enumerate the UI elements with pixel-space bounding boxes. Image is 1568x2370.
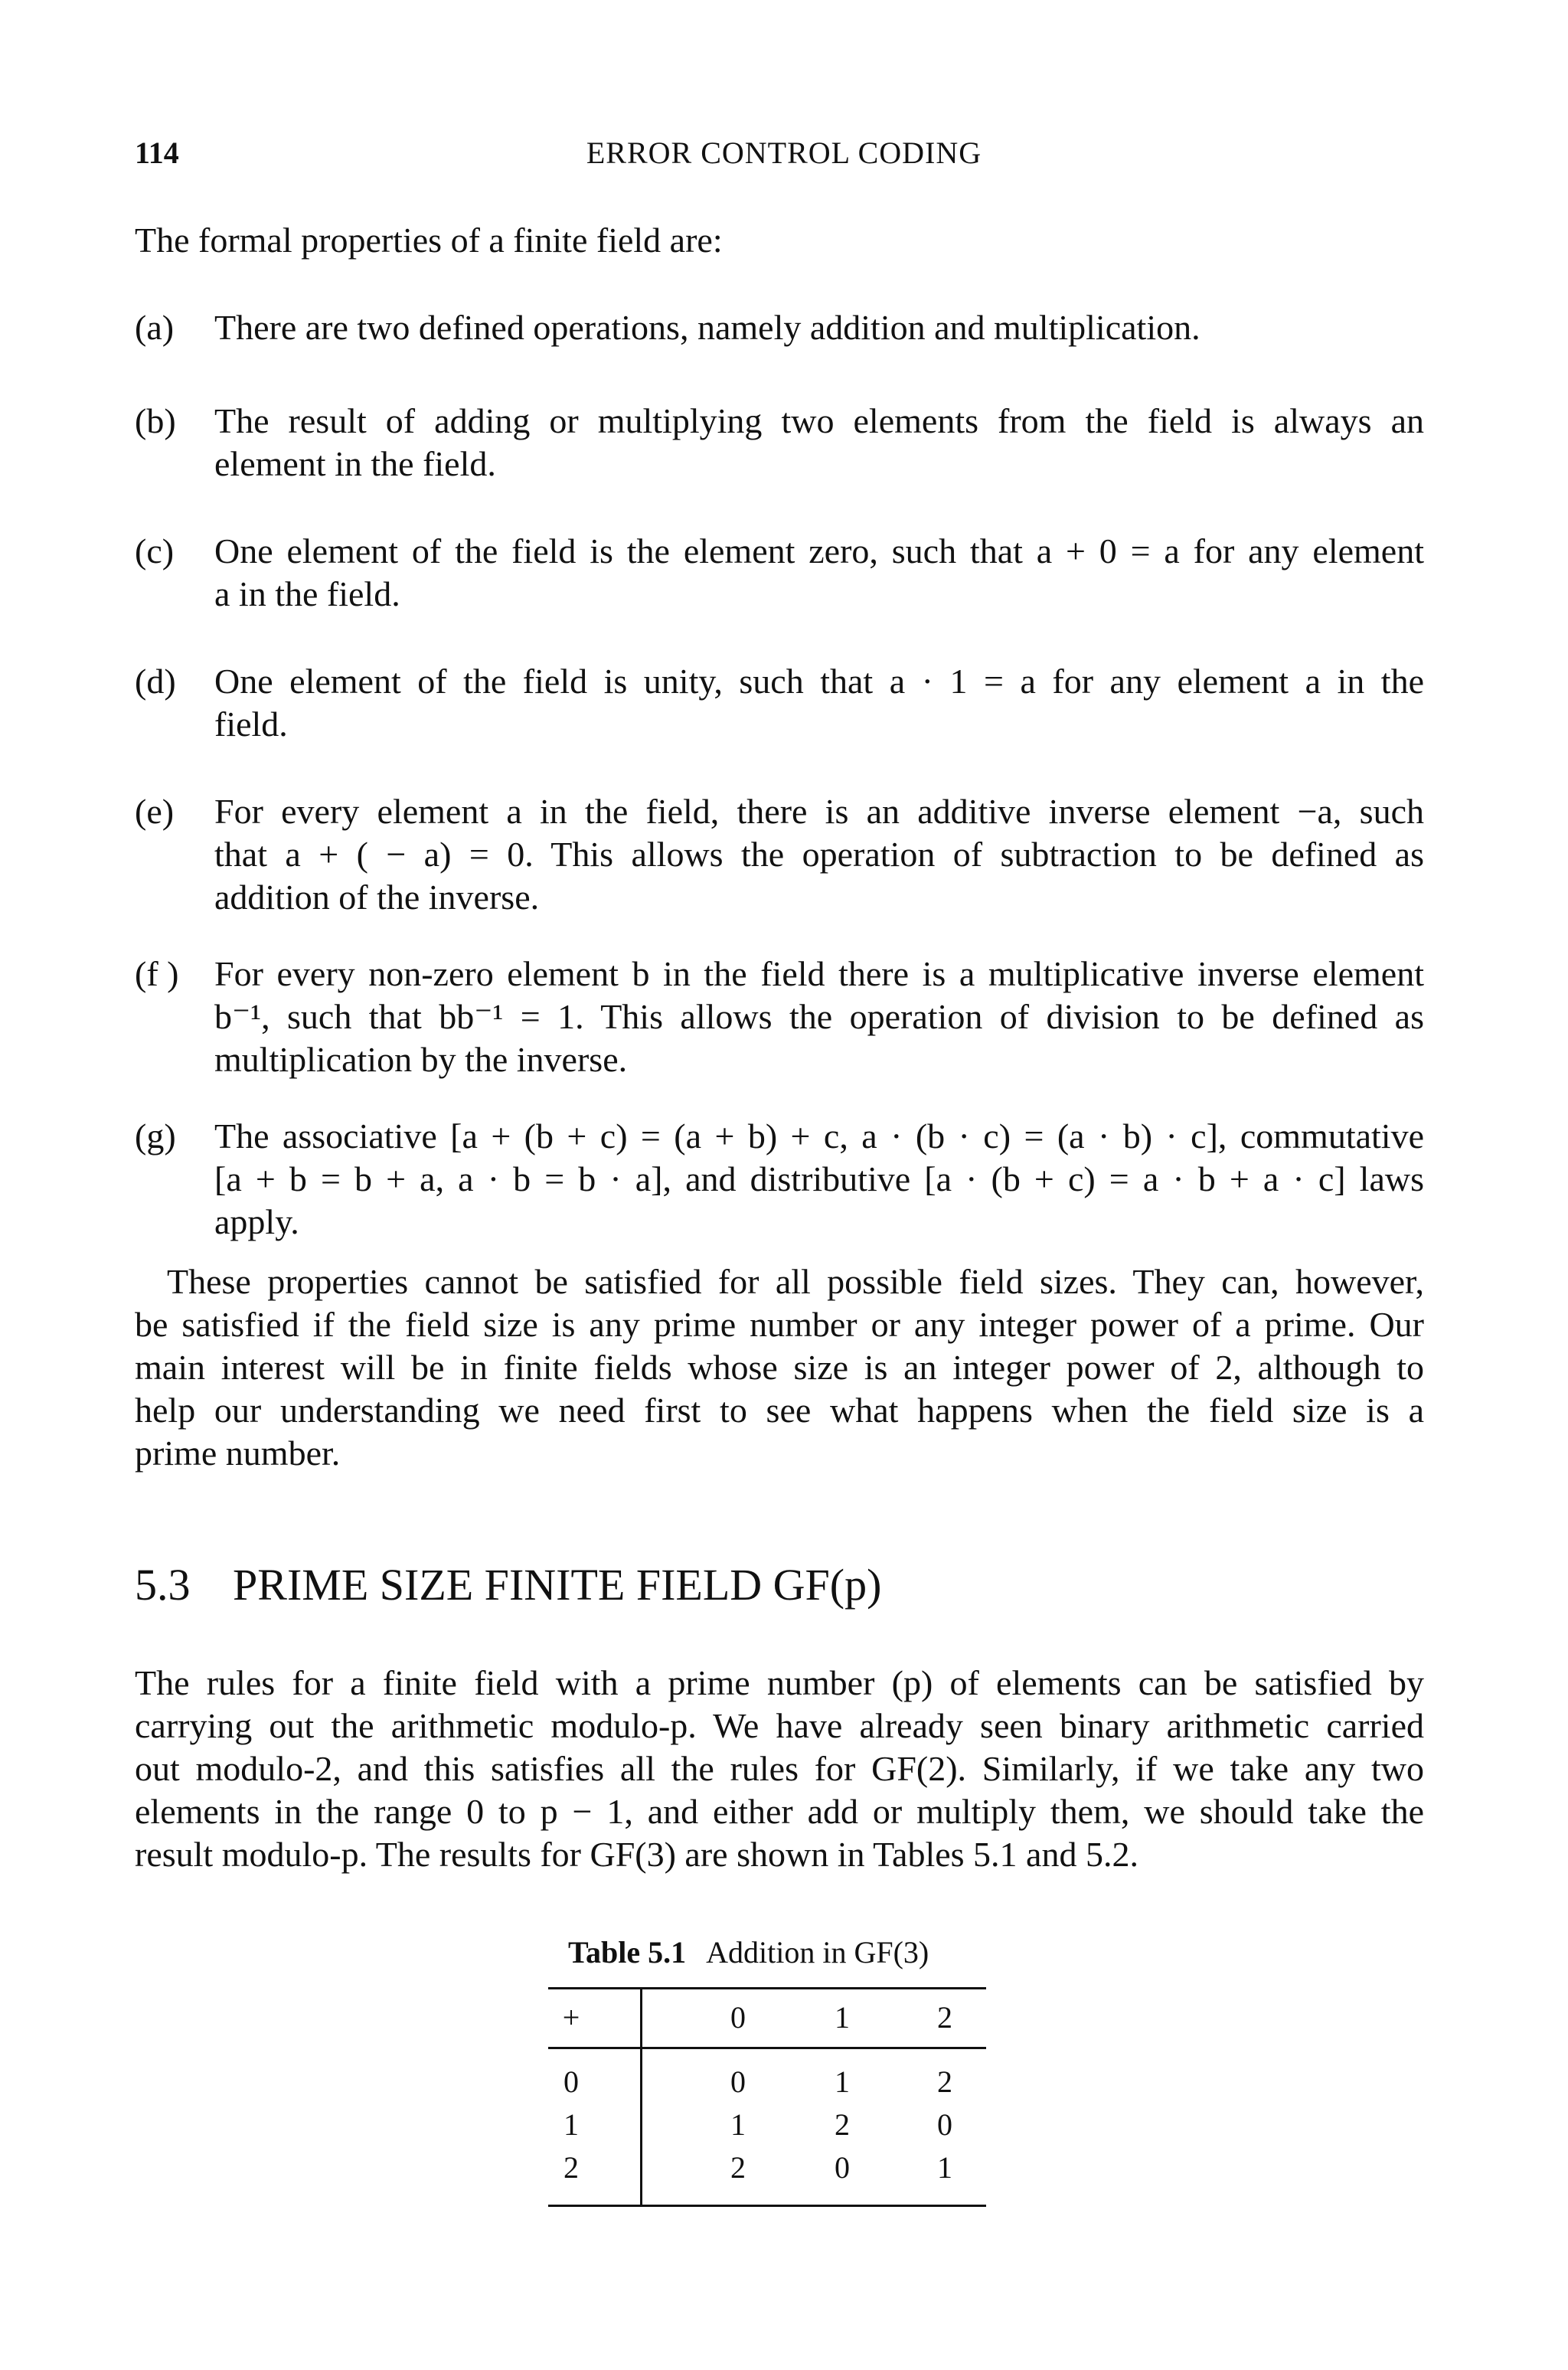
property-line: [a + b = b + a, a · b = b · a], and distributive [a · (b + c) = a · b + a · c] laws xyxy=(214,1159,1424,1198)
table-caption-text: Addition in GF(3) xyxy=(706,1935,929,1970)
property-item xyxy=(214,306,1424,349)
property-line: The result of adding or multiplying two elements from the field is always an xyxy=(214,401,1424,440)
table-header-rule xyxy=(548,2047,986,2049)
table-cell: 1 xyxy=(835,2064,850,2099)
table-row-header: 0 xyxy=(564,2064,579,2099)
property-line: For every non-zero element b in the field there is a multiplicative inverse element xyxy=(214,954,1424,993)
table-cell: 2 xyxy=(730,2150,746,2185)
table-caption xyxy=(568,1934,929,1972)
property-line: field. xyxy=(214,704,288,744)
table-cell: 0 xyxy=(937,2107,952,2142)
paragraph-line: be satisfied if the field size is any prime number or any integer power of a prime. Our xyxy=(135,1305,1424,1344)
table-cell: 2 xyxy=(835,2107,850,2142)
property-line: addition of the inverse. xyxy=(214,878,540,917)
property-line: multiplication by the inverse. xyxy=(214,1040,628,1079)
property-item xyxy=(214,660,1424,746)
section-number: 5.3 xyxy=(135,1560,191,1610)
paragraph-prime-field xyxy=(135,1662,1424,1876)
paragraph-line: result modulo-p. The results for GF(3) are shown in Tables 5.1 and 5.2. xyxy=(135,1835,1138,1874)
paragraph-line: carrying out the arithmetic modulo-p. We have already seen binary arithmetic carried xyxy=(135,1706,1424,1745)
paragraph-line: The rules for a finite field with a prime number (p) of elements can be satisfied by xyxy=(135,1663,1424,1702)
table-row-header: 2 xyxy=(564,2150,579,2185)
table-caption-label: Table 5.1 xyxy=(568,1935,687,1970)
property-item xyxy=(214,790,1424,919)
paragraph-line: out modulo-2, and this satisfies all the rules for GF(2). Similarly, if we take any two xyxy=(135,1749,1424,1788)
property-line: For every element a in the field, there is an additive inverse element −a, such xyxy=(214,792,1424,831)
paragraph-line: help our understanding we need first to see what happens when the field size is a xyxy=(135,1391,1424,1430)
paragraph-field-sizes xyxy=(135,1260,1424,1475)
property-item xyxy=(214,400,1424,485)
page-number: 114 xyxy=(135,136,179,170)
table-row-header: 1 xyxy=(564,2107,579,2142)
property-line: b⁻¹, such that bb⁻¹ = 1. This allows the operation of division to be defined as xyxy=(214,997,1424,1036)
intro-sentence: The formal properties of a finite field are: xyxy=(135,221,723,260)
property-item xyxy=(214,953,1424,1081)
property-label: (d) xyxy=(135,662,176,701)
property-label: (e) xyxy=(135,792,175,831)
property-label: (g) xyxy=(135,1116,176,1156)
property-line: There are two defined operations, namely addition and multiplication. xyxy=(214,308,1200,347)
table-cell: 1 xyxy=(730,2107,746,2142)
section-title: PRIME SIZE FINITE FIELD GF(p) xyxy=(233,1560,882,1610)
property-line: that a + ( − a) = 0. This allows the operation of subtraction to be defined as xyxy=(214,835,1424,874)
paragraph-line: elements in the range 0 to p − 1, and either add or multiply them, we should take the xyxy=(135,1792,1424,1831)
table-vertical-rule xyxy=(640,1987,642,2206)
paragraph-line: prime number. xyxy=(135,1433,341,1473)
table-bottom-rule xyxy=(548,2205,986,2207)
table-column-header: 1 xyxy=(835,2000,850,2035)
property-line: element in the field. xyxy=(214,444,496,483)
property-label: (c) xyxy=(135,531,175,570)
property-label: (b) xyxy=(135,401,176,440)
table-cell: 1 xyxy=(937,2150,952,2185)
property-line: apply. xyxy=(214,1202,299,1241)
table-column-header: 0 xyxy=(730,2000,746,2035)
running-head: ERROR CONTROL CODING xyxy=(586,136,982,170)
section-heading xyxy=(135,1558,881,1612)
table-cell: 0 xyxy=(835,2150,850,2185)
property-item xyxy=(214,1115,1424,1244)
property-line: One element of the field is the element zero, such that a + 0 = a for any element xyxy=(214,531,1424,570)
paragraph-line: These properties cannot be satisfied for all possible field sizes. They can, however, xyxy=(167,1262,1424,1301)
property-line: The associative [a + (b + c) = (a + b) + c, a · (b · c) = (a · b) · c], commutative xyxy=(214,1116,1424,1156)
property-label: (a) xyxy=(135,308,175,347)
table-column-header: 2 xyxy=(937,2000,952,2035)
table-cell: 0 xyxy=(730,2064,746,2099)
property-line: One element of the field is unity, such that a · 1 = a for any element a in the xyxy=(214,662,1424,701)
table-cell: 2 xyxy=(937,2064,952,2099)
property-label: (f ) xyxy=(135,954,179,993)
addition-table xyxy=(548,1987,986,2209)
table-corner-symbol: + xyxy=(562,2000,580,2035)
paragraph-line: main interest will be in finite fields whose size is an integer power of 2, although to xyxy=(135,1348,1424,1387)
property-line: a in the field. xyxy=(214,574,400,613)
property-item xyxy=(214,530,1424,616)
table-top-rule xyxy=(548,1987,986,1989)
